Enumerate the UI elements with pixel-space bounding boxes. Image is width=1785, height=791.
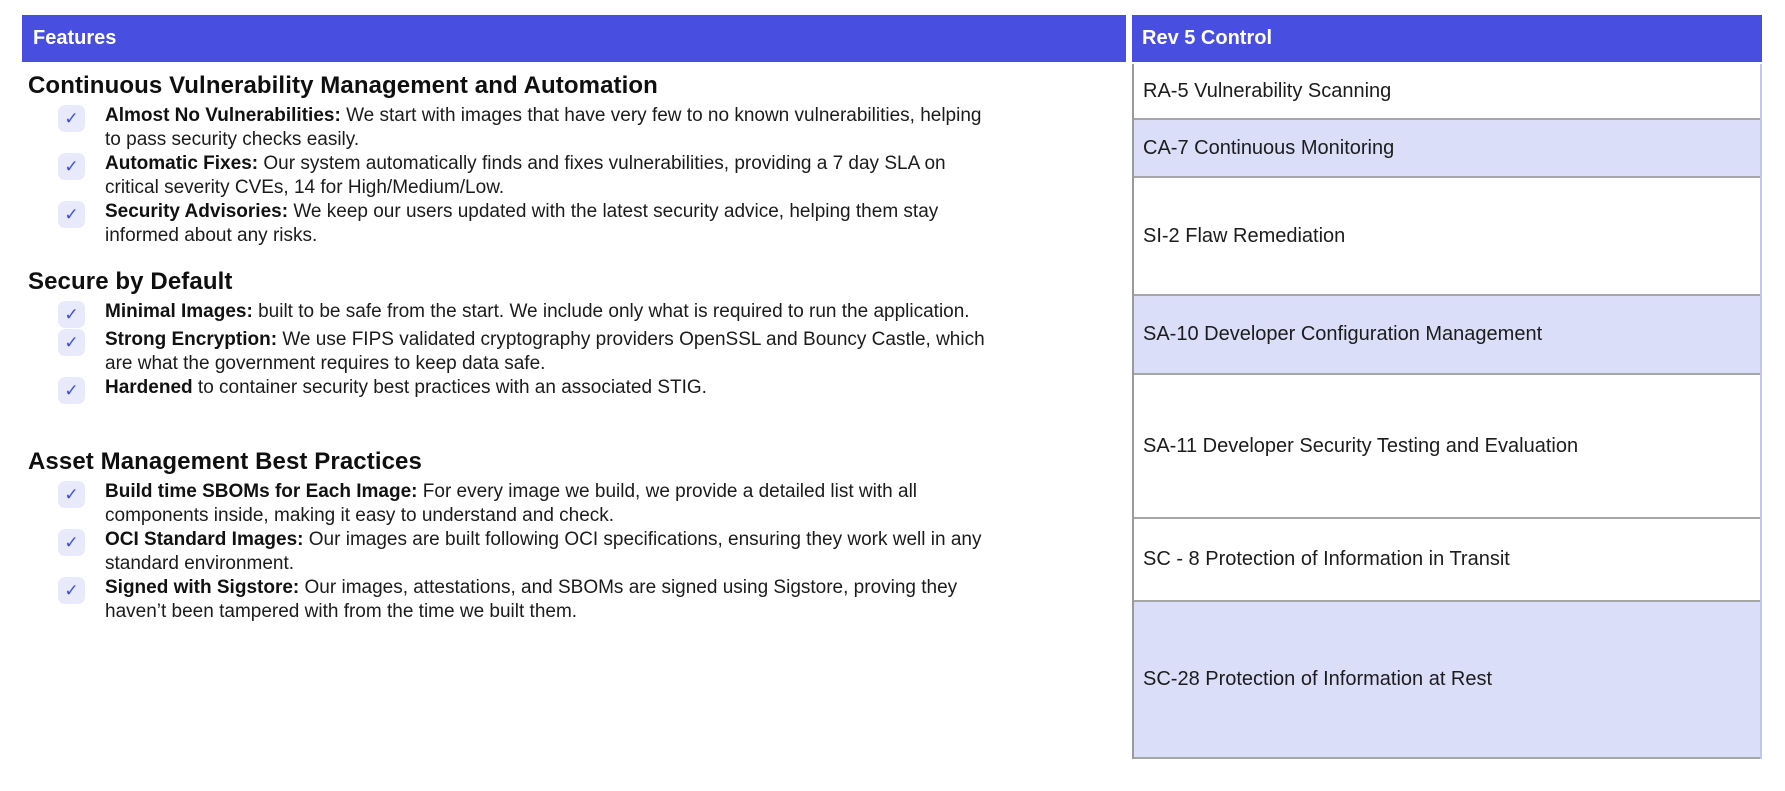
feature-item bbox=[58, 300, 1132, 328]
check-icon: ✓ bbox=[64, 305, 79, 324]
check-icon: ✓ bbox=[64, 485, 79, 504]
feature-text bbox=[105, 200, 995, 248]
feature-description: to container security best practices with an associated STIG. bbox=[197, 377, 707, 398]
feature-label: Security Advisories: bbox=[105, 201, 289, 222]
feature-text bbox=[105, 152, 995, 200]
feature-item bbox=[58, 200, 1132, 248]
control-label: SA-11 Developer Security Testing and Evaluation bbox=[1143, 434, 1579, 457]
checked-checkbox-icon bbox=[58, 529, 85, 556]
control-row-sc28 bbox=[1134, 602, 1760, 759]
table-header-row bbox=[22, 15, 1762, 62]
checked-checkbox-icon bbox=[58, 577, 85, 604]
control-row-ra5 bbox=[1134, 64, 1760, 120]
feature-item bbox=[58, 376, 1132, 404]
checked-checkbox-icon bbox=[58, 481, 85, 508]
feature-description: We keep our users updated with the latest security advice, helping them stay informed about any risks. bbox=[105, 201, 939, 246]
check-icon: ✓ bbox=[64, 205, 79, 224]
feature-description: built to be safe from the start. We include only what is required to run the application. bbox=[258, 301, 970, 322]
section-title: Secure by Default bbox=[28, 268, 233, 295]
feature-label: Almost No Vulnerabilities: bbox=[105, 105, 341, 126]
feature-item bbox=[58, 328, 1132, 376]
rev5-control-header-label: Rev 5 Control bbox=[1142, 27, 1273, 49]
control-label: CA-7 Continuous Monitoring bbox=[1143, 136, 1395, 159]
features-header-label: Features bbox=[33, 27, 117, 49]
checked-checkbox-icon bbox=[58, 153, 85, 180]
feature-description: Our images are built following OCI specifications, ensuring they work well in any standard environment. bbox=[105, 529, 982, 574]
control-label: SI-2 Flaw Remediation bbox=[1143, 224, 1346, 247]
features-controls-table bbox=[22, 15, 1762, 759]
check-icon: ✓ bbox=[64, 157, 79, 176]
control-label: SA-10 Developer Configuration Management bbox=[1143, 323, 1543, 345]
controls-pane bbox=[1132, 64, 1762, 759]
feature-text bbox=[105, 104, 995, 152]
control-label: RA-5 Vulnerability Scanning bbox=[1143, 79, 1392, 102]
feature-item bbox=[58, 528, 1132, 576]
check-icon: ✓ bbox=[64, 533, 79, 552]
checked-checkbox-icon bbox=[58, 301, 85, 328]
feature-label: Build time SBOMs for Each Image: bbox=[105, 481, 418, 502]
feature-label: OCI Standard Images: bbox=[105, 529, 304, 550]
section-asset-management-best-practices bbox=[28, 448, 1132, 624]
check-icon: ✓ bbox=[64, 333, 79, 352]
feature-text bbox=[105, 576, 995, 624]
control-row-sa10 bbox=[1134, 296, 1760, 375]
feature-text bbox=[105, 300, 995, 324]
feature-description: Our images, attestations, and SBOMs are signed using Sigstore, proving they haven’t been tampered with from the time we built them. bbox=[105, 577, 958, 622]
feature-label: Strong Encryption: bbox=[105, 329, 278, 350]
checked-checkbox-icon bbox=[58, 201, 85, 228]
feature-label: Signed with Sigstore: bbox=[105, 577, 300, 598]
checked-checkbox-icon bbox=[58, 105, 85, 132]
control-row-sa11 bbox=[1134, 375, 1760, 519]
check-icon: ✓ bbox=[64, 381, 79, 400]
feature-text bbox=[105, 528, 995, 576]
section-secure-by-default bbox=[28, 268, 1132, 404]
feature-text bbox=[105, 480, 995, 528]
feature-description: Our system automatically finds and fixes vulnerabilities, providing a 7 day SLA on critical severity CVEs, 14 for High/Medium/Low. bbox=[105, 153, 946, 198]
feature-description: For every image we build, we provide a detailed list with all components inside, making it easy to understand and check. bbox=[105, 481, 918, 526]
rev5-control-column-header bbox=[1132, 15, 1762, 62]
section-title: Asset Management Best Practices bbox=[28, 448, 422, 475]
control-row-ca7 bbox=[1134, 120, 1760, 178]
feature-label: Automatic Fixes: bbox=[105, 153, 259, 174]
check-icon: ✓ bbox=[64, 581, 79, 600]
feature-item bbox=[58, 576, 1132, 624]
feature-text bbox=[105, 328, 995, 376]
section-continuous-vulnerability-management bbox=[28, 72, 1132, 248]
checked-checkbox-icon bbox=[58, 329, 85, 356]
feature-label: Minimal Images: bbox=[105, 301, 253, 322]
check-icon: ✓ bbox=[64, 109, 79, 128]
feature-text bbox=[105, 376, 995, 400]
checked-checkbox-icon bbox=[58, 377, 85, 404]
feature-description: We start with images that have very few to no known vulnerabilities, helping to pass security checks easily. bbox=[105, 105, 982, 150]
feature-item bbox=[58, 480, 1132, 528]
control-row-si2 bbox=[1134, 178, 1760, 296]
features-column-header bbox=[22, 15, 1126, 62]
control-row-sc8 bbox=[1134, 519, 1760, 602]
feature-item bbox=[58, 104, 1132, 152]
features-pane bbox=[22, 64, 1132, 759]
section-title: Continuous Vulnerability Management and Automation bbox=[28, 72, 658, 99]
control-label: SC - 8 Protection of Information in Transit bbox=[1143, 548, 1510, 570]
feature-label: Hardened bbox=[105, 377, 193, 398]
control-label: SC-28 Protection of Information at Rest bbox=[1143, 668, 1493, 690]
table-body bbox=[22, 64, 1762, 759]
feature-item bbox=[58, 152, 1132, 200]
feature-description: We use FIPS validated cryptography providers OpenSSL and Bouncy Castle, which are what the government requires to keep data safe. bbox=[105, 329, 985, 374]
